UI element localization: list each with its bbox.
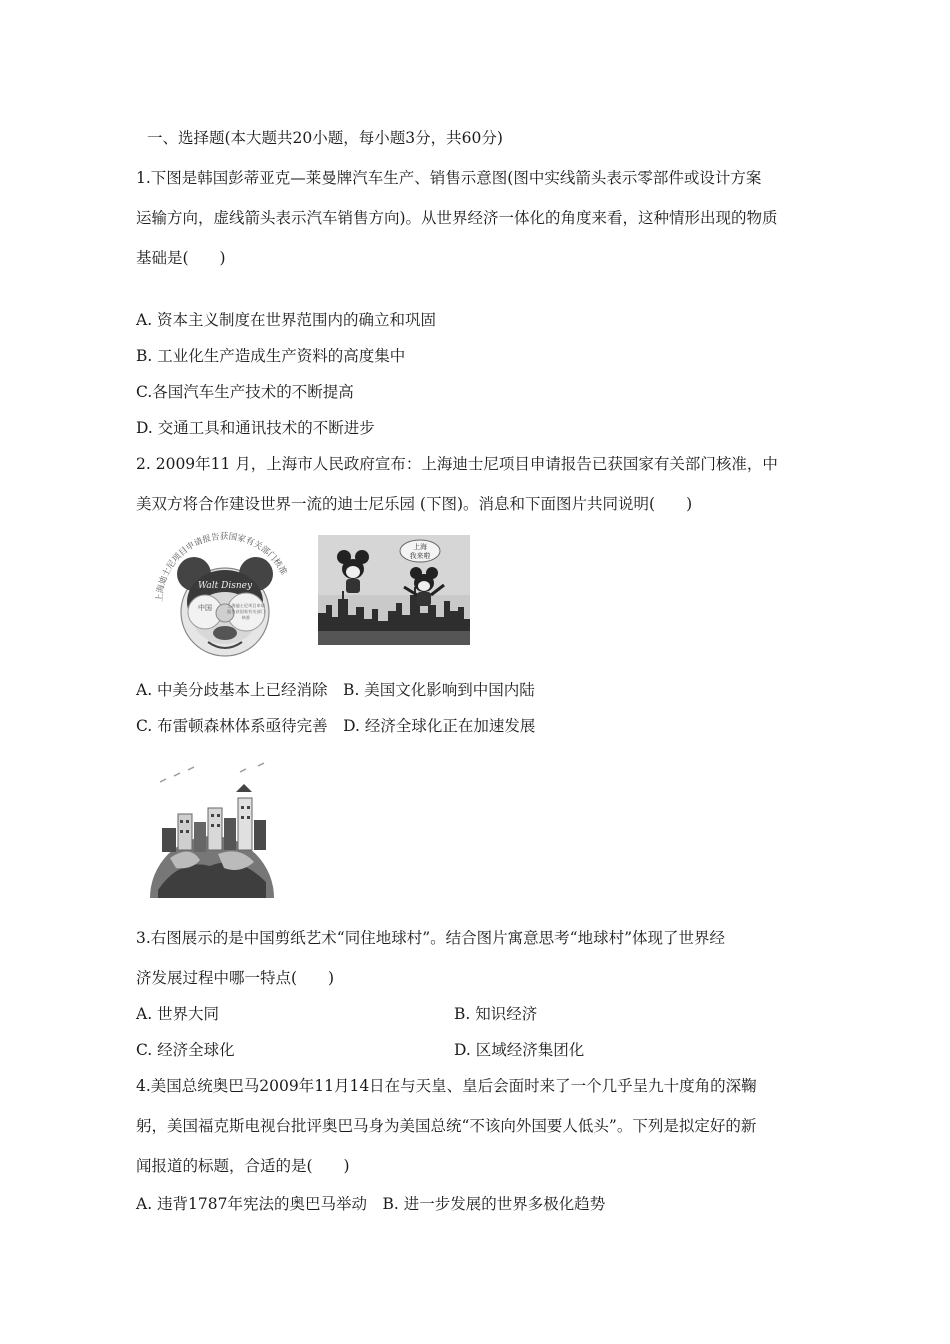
badge-left-text: 中国: [198, 604, 212, 612]
q4-options-row-1[interactable]: A. 违背1787年宪法的奥巴马举动 B. 进一步发展的世界多极化趋势: [136, 1195, 606, 1213]
q1-option-d[interactable]: D. 交通工具和通讯技术的不断进步: [136, 419, 375, 437]
mickey-skyline-image: [318, 535, 470, 645]
badge-brand-text: Walt Disney: [197, 581, 253, 591]
disney-badge-image: [150, 530, 300, 660]
global-village-papercut-image: [140, 762, 280, 900]
q3-option-a[interactable]: A. 世界大同: [136, 1005, 220, 1023]
badge-right-line-3: 核准: [241, 615, 251, 620]
q1-option-a[interactable]: A. 资本主义制度在世界范围内的确立和巩固: [136, 311, 437, 329]
q2-stem-line-2: 美双方将合作建设世界一流的迪士尼乐园 (下图)。消息和下面图片共同说明( ): [136, 495, 693, 513]
q3-option-d[interactable]: D. 区域经济集团化: [454, 1041, 585, 1059]
q1-stem-line-3: 基础是( ): [136, 249, 226, 267]
badge-right-line-1: 上海迪士尼项目申请: [227, 603, 265, 608]
q1-option-b[interactable]: B. 工业化生产造成生产资料的高度集中: [136, 347, 406, 365]
badge-arc-text: 上海迪士尼项目申请报告获国家有关部门核准: [154, 531, 289, 603]
badge-right-line-2: 报告获国家有关部门: [227, 609, 265, 614]
q4-stem-line-2: 躬，美国福克斯电视台批评奥巴马身为美国总统“不该向外国要人低头”。下列是拟定好的新: [136, 1117, 757, 1135]
bubble-line-2: 我来啦: [409, 552, 431, 560]
q2-options-row-2[interactable]: C. 布雷顿森林体系亟待完善 D. 经济全球化正在加速发展: [136, 717, 536, 735]
section-heading: 一、选择题(本大题共20小题，每小题3分，共60分): [147, 129, 503, 147]
q1-option-c[interactable]: C.各国汽车生产技术的不断提高: [136, 383, 354, 401]
q3-option-b[interactable]: B. 知识经济: [454, 1005, 538, 1023]
q1-stem-line-1: 1.下图是韩国彭蒂亚克—莱曼牌汽车生产、销售示意图(图中实线箭头表示零部件或设计方案: [136, 169, 762, 187]
bubble-line-1: 上海: [413, 543, 427, 551]
q3-stem-line-2: 济发展过程中哪一特点( ): [136, 969, 335, 987]
q1-stem-line-2: 运输方向，虚线箭头表示汽车销售方向)。从世界经济一体化的角度来看，这种情形出现的物质: [136, 209, 778, 227]
q3-stem-line-1: 3.右图展示的是中国剪纸艺术“同住地球村”。结合图片寓意思考“地球村”体现了世界经: [136, 929, 725, 947]
q3-option-c[interactable]: C. 经济全球化: [136, 1041, 235, 1059]
q4-stem-line-3: 闻报道的标题，合适的是( ): [136, 1157, 350, 1175]
q2-stem-line-1: 2. 2009年11 月，上海市人民政府宣布：上海迪士尼项目申请报告已获国家有关部门核准，中: [136, 455, 778, 473]
q2-options-row-1[interactable]: A. 中美分歧基本上已经消除 B. 美国文化影响到中国内陆: [136, 681, 535, 699]
q4-stem-line-1: 4.美国总统奥巴马2009年11月14日在与天皇、皇后会面时来了一个几乎呈九十度角的深鞠: [136, 1077, 757, 1095]
